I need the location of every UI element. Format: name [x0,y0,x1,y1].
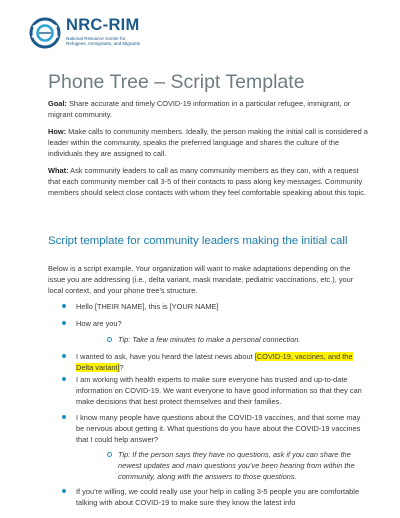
how-paragraph [48,126,368,159]
list-item-text: How are you? [76,319,122,328]
list-item-text: Hello [THEIR NAME], this is [YOUR NAME] [76,302,219,311]
section-heading: Script template for community leaders making the initial call [48,235,348,247]
list-item [76,318,364,329]
highlighted-placeholder: [COVID-19, vaccines, and the Delta variant] [76,352,353,372]
goal-label: Goal: [48,99,67,108]
logo-subtitle [66,36,146,47]
what-label: What: [48,166,69,175]
circle-bullet-icon [107,337,112,342]
logo-subtitle-line: Refugees, Immigrants, and Migrants [66,41,141,47]
logo-subtitle-line: National Resource Center for [66,36,126,41]
goal-paragraph [48,98,368,120]
how-text: Make calls to community members. Ideally, the person making the initial call is considered a leader within the community, speaks the preferred language and shares the culture of the individuals they are assigned to call. [48,127,368,158]
logo-title: NRC-RIM [66,16,140,34]
tip-text: Tip: Take a few minutes to make a personal connection. [118,335,301,344]
list-item [76,486,364,508]
goal-text: Share accurate and timely COVID-19 information in a particular refugee, immigrant, or migrant community. [48,99,351,119]
list-item [76,374,364,407]
globe-logo-icon [28,16,62,50]
tip-text: Tip: If the person says they have no questions, ask if you can share the newest updates and main questions you’ve been hearing from within the community, along with the answers to those questions. [118,450,355,481]
list-item [76,351,364,373]
what-text: Ask community leaders to call as many community members as they can, with a request that each community member call 3-5 of their contacts to pass along key messages. Community members should select close contacts with whom they feel comfortable speaking about this topic. [48,166,366,197]
bullet-icon [62,489,66,493]
what-paragraph [48,165,368,198]
list-item [76,412,364,445]
circle-bullet-icon [107,452,112,457]
bullet-icon [62,304,66,308]
bullet-icon [62,377,66,381]
sub-list-item [118,334,362,345]
bullet-icon [62,354,66,358]
list-item-text: I know many people have questions about the COVID-19 vaccines, and that some may be nervous about getting it. What questions do you have about the COVID-19 vaccines that I could help answer? [76,413,361,444]
bullet-icon [62,321,66,325]
bullet-icon [62,415,66,419]
list-item-text: If you’re willing, we could really use your help in calling 3-5 people you are comfortable talking with about COVID-19 to make sure they know the latest info [76,487,360,507]
list-item-text-end: ? [119,363,124,372]
how-label: How: [48,127,67,136]
list-item-text: I wanted to ask, have you heard the latest news about [76,352,255,361]
intro-paragraph: Below is a script example. Your organization will want to make adaptations depending on the issue you are addressing (i.e., delta variant, mask mandate, pediatric vaccinations, etc.), your local context, and your phone tree’s structure. [48,264,354,295]
list-item [76,301,364,312]
page-title: Phone Tree – Script Template [48,71,305,93]
list-item-text: I am working with health experts to make sure everyone has trusted and up-to-date information on COVID-19. We want everyone to have good information so that they can make decisions that best protect themselves and their families. [76,375,362,406]
sub-list-item [118,449,362,482]
